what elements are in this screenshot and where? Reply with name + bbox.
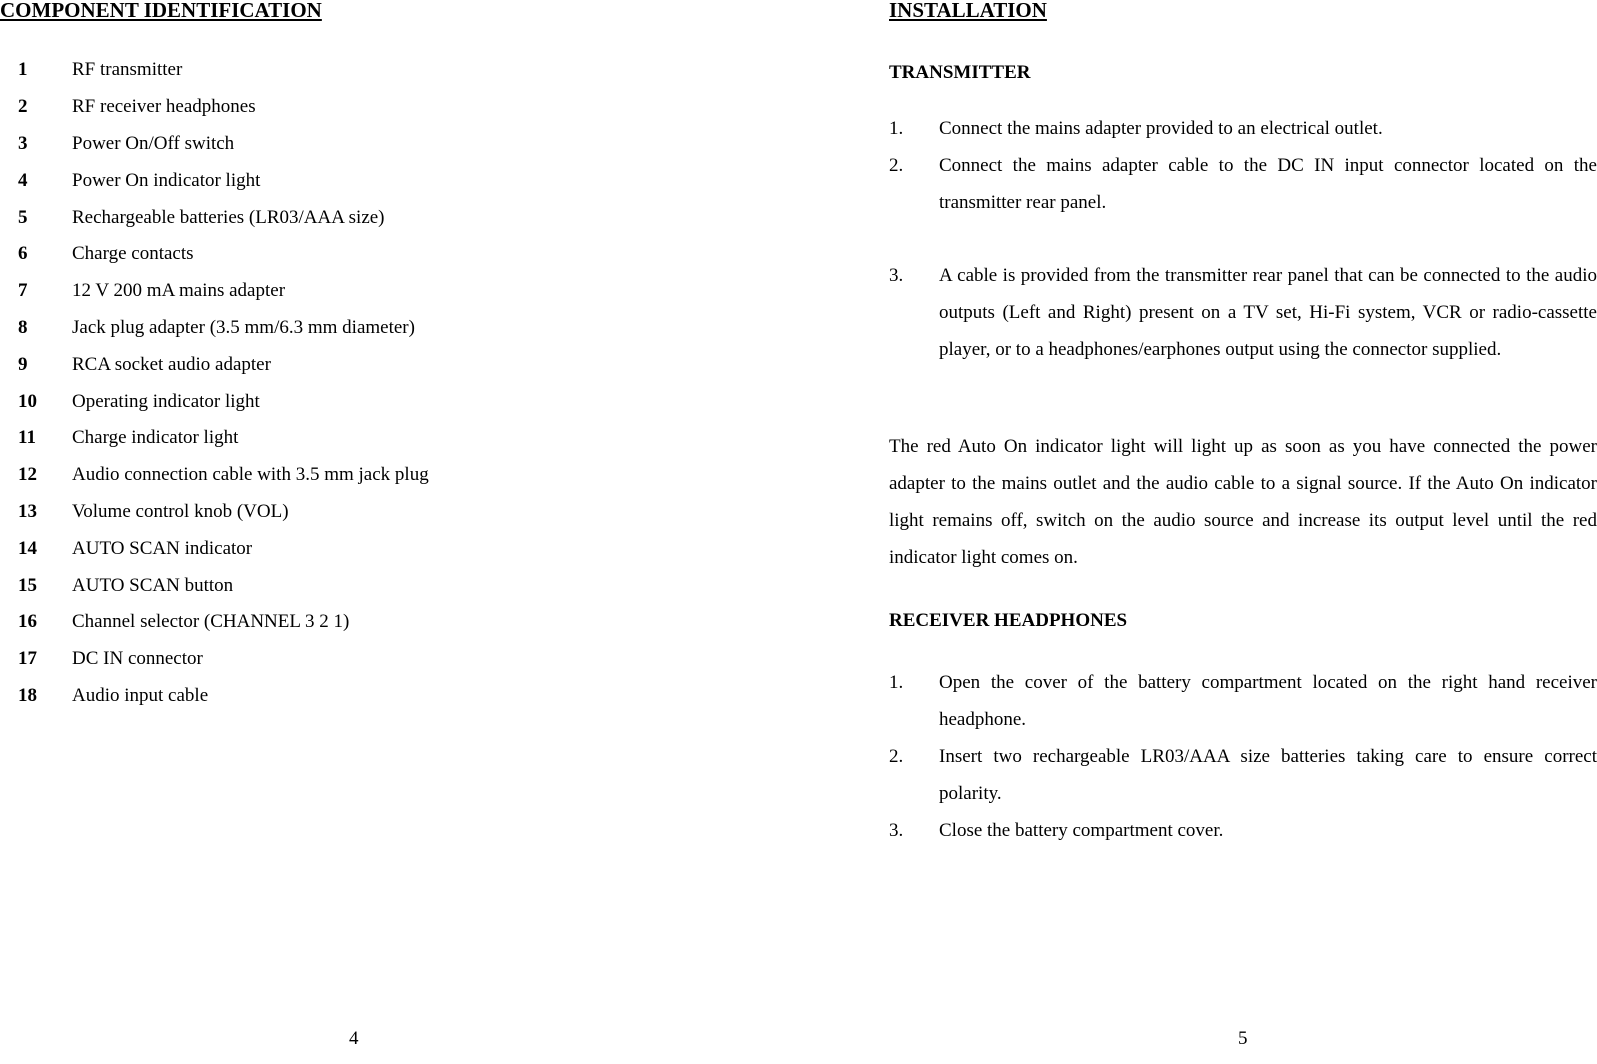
auto-on-note: The red Auto On indicator light will light up as soon as you have connected the power adapter to the mains outlet and the audio cable to a signal source. If the Auto On indicator light remains off, switch on the audio source and increase its output level until the red indicator light comes on. [889, 436, 1597, 568]
component-number: 11 [18, 427, 36, 449]
component-number: 15 [18, 574, 37, 596]
component-item [18, 530, 429, 567]
receiver-headphones-heading: RECEIVER HEADPHONES [889, 610, 1128, 631]
step-text: Connect the mains adapter cable to the DC IN input connector located on the transmitter rear panel. [939, 155, 1597, 213]
component-item [18, 236, 429, 273]
component-item [18, 457, 429, 494]
left-page [0, 0, 560, 1064]
component-label: AUTO SCAN indicator [72, 537, 253, 559]
receiver-step [889, 812, 1597, 849]
component-item [18, 162, 429, 199]
component-label: Audio connection cable with 3.5 mm jack plug [72, 464, 429, 486]
receiver-step [889, 664, 1597, 738]
component-list [18, 52, 429, 714]
component-number: 1 [18, 59, 28, 81]
component-label: AUTO SCAN button [72, 574, 234, 596]
component-item [18, 420, 429, 457]
component-number: 9 [18, 353, 28, 375]
page-number-right: 5 [1238, 1028, 1248, 1049]
transmitter-steps [889, 110, 1597, 368]
component-item [18, 89, 429, 126]
component-number: 13 [18, 500, 37, 522]
component-item [18, 604, 429, 641]
step-number: 1. [889, 672, 904, 693]
component-label: Charge indicator light [72, 427, 239, 449]
component-label: RF transmitter [72, 59, 183, 81]
component-number: 18 [18, 684, 37, 706]
component-item [18, 126, 429, 163]
component-label: Rechargeable batteries (LR03/AAA size) [72, 206, 385, 228]
component-label: Jack plug adapter (3.5 mm/6.3 mm diameter) [72, 316, 415, 338]
transmitter-step [889, 110, 1597, 147]
component-item [18, 52, 429, 89]
page-number-left: 4 [349, 1028, 359, 1049]
step-text: Close the battery compartment cover. [939, 820, 1224, 841]
step-text: Open the cover of the battery compartment located on the right hand receiver headphone. [939, 672, 1597, 730]
receiver-steps [889, 664, 1597, 849]
component-number: 17 [18, 648, 37, 670]
component-item [18, 641, 429, 678]
component-label: Power On/Off switch [72, 132, 235, 154]
component-label: Volume control knob (VOL) [72, 500, 289, 522]
component-number: 7 [18, 280, 28, 302]
component-item [18, 310, 429, 347]
component-number: 16 [18, 611, 37, 633]
step-number: 3. [889, 820, 904, 841]
component-label: DC IN connector [72, 648, 203, 670]
component-number: 10 [18, 390, 37, 412]
step-number: 1. [889, 118, 904, 139]
transmitter-step [889, 257, 1597, 368]
component-item [18, 273, 429, 310]
component-number: 14 [18, 537, 37, 559]
installation-heading: INSTALLATION [889, 0, 1047, 22]
component-number: 8 [18, 316, 28, 338]
component-identification-heading: COMPONENT IDENTIFICATION [0, 0, 322, 22]
component-number: 3 [18, 132, 28, 154]
component-item [18, 567, 429, 604]
component-label: RF receiver headphones [72, 96, 256, 118]
step-text: Insert two rechargeable LR03/AAA size batteries taking care to ensure correct polarity. [939, 746, 1597, 804]
component-label: Operating indicator light [72, 390, 260, 412]
component-item [18, 346, 429, 383]
component-item [18, 199, 429, 236]
component-label: Audio input cable [72, 684, 209, 706]
step-text: A cable is provided from the transmitter rear panel that can be connected to the audio outputs (Left and Right) present on a TV set, Hi-Fi system, VCR or radio-cassette player, or to a headphones/earphones output using the connector supplied. [939, 265, 1597, 360]
step-number: 2. [889, 155, 904, 176]
component-number: 4 [18, 169, 28, 191]
component-item [18, 678, 429, 715]
component-number: 5 [18, 206, 28, 228]
component-label: Power On indicator light [72, 169, 261, 191]
step-number: 3. [889, 265, 904, 286]
step-text: Connect the mains adapter provided to an electrical outlet. [939, 118, 1383, 139]
step-number: 2. [889, 746, 904, 767]
component-number: 6 [18, 243, 28, 265]
component-number: 12 [18, 464, 37, 486]
component-number: 2 [18, 96, 28, 118]
transmitter-heading: TRANSMITTER [889, 62, 1031, 83]
transmitter-step [889, 147, 1597, 221]
component-item [18, 494, 429, 531]
component-label: 12 V 200 mA mains adapter [72, 280, 286, 302]
right-page [889, 0, 1597, 1064]
receiver-step [889, 738, 1597, 812]
component-label: Channel selector (CHANNEL 3 2 1) [72, 611, 350, 633]
component-label: Charge contacts [72, 243, 194, 265]
component-item [18, 383, 429, 420]
component-label: RCA socket audio adapter [72, 353, 271, 375]
